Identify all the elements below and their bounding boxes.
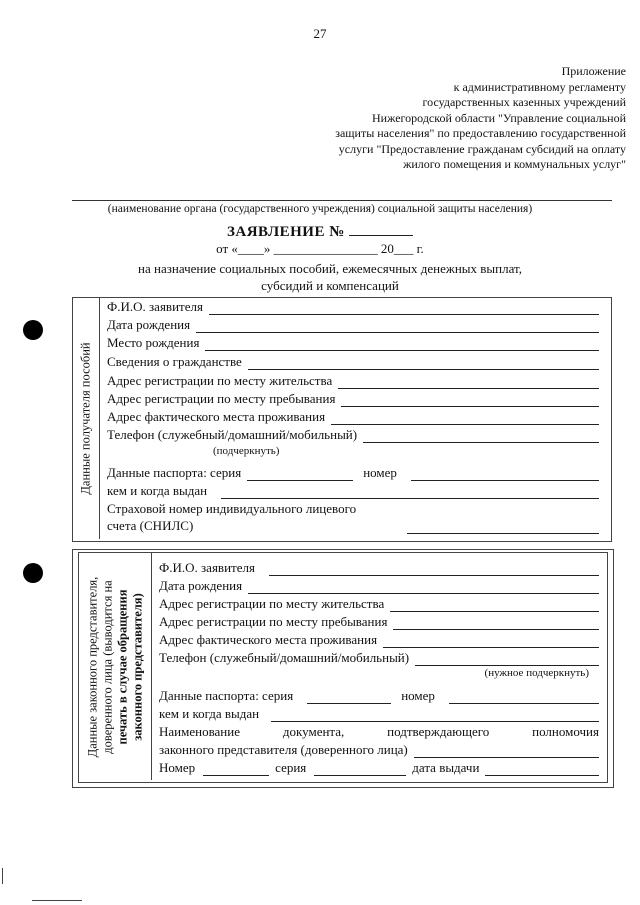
fio-input[interactable] xyxy=(209,302,599,315)
field-label: Номер xyxy=(159,760,196,775)
field-label: Адрес регистрации по месту жительства xyxy=(107,373,333,388)
rep-passport-row xyxy=(159,688,599,704)
field-label: серия xyxy=(275,760,307,775)
rep-doc-number-input[interactable] xyxy=(203,763,269,776)
rep-issued-row xyxy=(159,706,599,722)
citizenship-input[interactable] xyxy=(248,357,599,370)
recipient-vertical-label: Данные получателя пособий xyxy=(73,298,100,539)
field-label: Дата рождения xyxy=(107,317,191,332)
rep-passport-series-input[interactable] xyxy=(307,691,391,704)
representative-fields xyxy=(159,555,599,779)
purpose-line: на назначение социальных пособий, ежемесячных денежных выплат, xyxy=(138,261,522,276)
field-label: Дата рождения xyxy=(159,578,243,593)
field-label: Телефон (служебный/домашний/мобильный) xyxy=(107,427,358,442)
appendix-line: жилого помещения и коммунальных услуг" xyxy=(403,157,626,171)
actual-address-input[interactable] xyxy=(331,412,599,425)
rep-phone-input[interactable] xyxy=(415,653,599,666)
field-label: документа, xyxy=(282,724,345,739)
org-name-field[interactable] xyxy=(72,200,612,201)
rep-doc-name-input[interactable] xyxy=(414,745,599,758)
rep-fio-input[interactable] xyxy=(269,563,599,576)
purpose xyxy=(60,260,600,294)
recipient-phone-row xyxy=(107,427,599,443)
rep-reg-stay-input[interactable] xyxy=(393,617,599,630)
rep-birth-date-input[interactable] xyxy=(248,581,599,594)
rep-reg-stay-row xyxy=(159,614,599,630)
field-label: Адрес фактического места проживания xyxy=(107,409,326,424)
rep-actual-address-row xyxy=(159,632,599,648)
recipient-snils-row-2 xyxy=(107,518,599,534)
recipient-issued-row xyxy=(107,483,599,499)
appendix-line: Приложение xyxy=(561,64,626,78)
rep-birth-date-row xyxy=(159,578,599,594)
field-label: полномочия xyxy=(532,724,599,739)
field-label: Страховой номер индивидуального лицевого xyxy=(107,501,357,516)
field-label: номер xyxy=(363,465,397,480)
page-number: 27 xyxy=(313,26,327,41)
rep-doc-issue-date-input[interactable] xyxy=(485,763,599,776)
rep-fio-row xyxy=(159,560,599,576)
rep-phone-note: (нужное подчеркнуть) xyxy=(484,667,589,679)
issued-input[interactable] xyxy=(221,486,599,499)
field-label: Ф.И.О. заявителя xyxy=(159,560,255,575)
purpose-line: субсидий и компенсаций xyxy=(261,278,399,293)
recipient-reg-stay-row xyxy=(107,391,599,407)
passport-series-input[interactable] xyxy=(247,468,353,481)
phone-input[interactable] xyxy=(363,430,599,443)
field-label: Наименование xyxy=(159,724,240,739)
page-edge-line xyxy=(2,868,3,884)
title-text: ЗАЯВЛЕНИЕ № xyxy=(226,224,345,240)
field-label: Сведения о гражданстве xyxy=(107,354,242,369)
field-label: Данные паспорта: серия xyxy=(159,688,294,703)
recipient-citizenship-row xyxy=(107,354,599,370)
birth-place-input[interactable] xyxy=(205,338,599,351)
field-label: Телефон (служебный/домашний/мобильный) xyxy=(159,650,410,665)
field-label: Ф.И.О. заявителя xyxy=(107,299,203,314)
field-label: счета (СНИЛС) xyxy=(107,518,194,533)
rep-doc-number-row xyxy=(159,760,599,776)
recipient-passport-row xyxy=(107,465,599,481)
field-label: Данные паспорта: серия xyxy=(107,465,242,480)
field-label: Адрес регистрации по месту пребывания xyxy=(107,391,336,406)
page-edge-line xyxy=(32,900,82,901)
representative-vertical-label: Данные законного представителя, доверенного лица (выводится на печать в случае обращения законного представителя) xyxy=(79,553,152,780)
reg-stay-input[interactable] xyxy=(341,394,599,407)
rep-actual-address-input[interactable] xyxy=(383,635,599,648)
recipient-birth-place-row xyxy=(107,335,599,351)
punch-hole-mark xyxy=(23,320,43,340)
rep-doc-row xyxy=(159,724,599,740)
appendix-line: защиты населения" по предоставлению государственной xyxy=(335,126,626,140)
field-label: Адрес регистрации по месту жительства xyxy=(159,596,385,611)
rep-reg-residence-input[interactable] xyxy=(390,599,599,612)
appendix-line: услуги "Предоставление гражданам субсидий на оплату xyxy=(338,141,626,156)
rep-doc-series-input[interactable] xyxy=(314,763,406,776)
passport-number-input[interactable] xyxy=(411,468,599,481)
field-label: дата выдачи xyxy=(412,760,480,775)
appendix-block xyxy=(266,64,626,173)
field-label: кем и когда выдан xyxy=(159,706,260,721)
rep-reg-residence-row xyxy=(159,596,599,612)
recipient-actual-address-row xyxy=(107,409,599,425)
field-label: Адрес регистрации по месту пребывания xyxy=(159,614,388,629)
recipient-snils-row xyxy=(107,501,599,517)
snils-input[interactable] xyxy=(407,521,599,534)
field-label: номер xyxy=(401,688,435,703)
application-number-field[interactable] xyxy=(349,223,413,236)
birth-date-input[interactable] xyxy=(196,320,599,333)
rep-doc-row-2 xyxy=(159,742,599,758)
appendix-line: к административному регламенту xyxy=(453,79,626,94)
appendix-line: государственных казенных учреждений xyxy=(422,95,626,109)
recipient-birth-date-row xyxy=(107,317,599,333)
document-title xyxy=(0,223,640,241)
field-label: кем и когда выдан xyxy=(107,483,208,498)
recipient-fio-row xyxy=(107,299,599,315)
rep-issued-input[interactable] xyxy=(271,709,599,722)
field-label: Адрес фактического места проживания xyxy=(159,632,378,647)
field-label: Место рождения xyxy=(107,335,200,350)
org-caption: (наименование органа (государственного учреждения) социальной защиты населения) xyxy=(107,203,533,215)
recipient-fields xyxy=(107,298,599,538)
punch-hole-mark xyxy=(23,563,43,583)
appendix-line: Нижегородской области "Управление социальной xyxy=(372,110,626,125)
field-label: подтверждающего xyxy=(387,724,490,739)
reg-residence-input[interactable] xyxy=(338,376,599,389)
recipient-reg-residence-row xyxy=(107,373,599,389)
phone-note: (подчеркнуть) xyxy=(213,445,280,457)
date-line: от «____» ________________ 20___ г. xyxy=(216,241,424,256)
field-label: законного представителя (доверенного лица) xyxy=(159,742,408,757)
rep-passport-number-input[interactable] xyxy=(449,691,599,704)
rep-phone-row xyxy=(159,650,599,666)
